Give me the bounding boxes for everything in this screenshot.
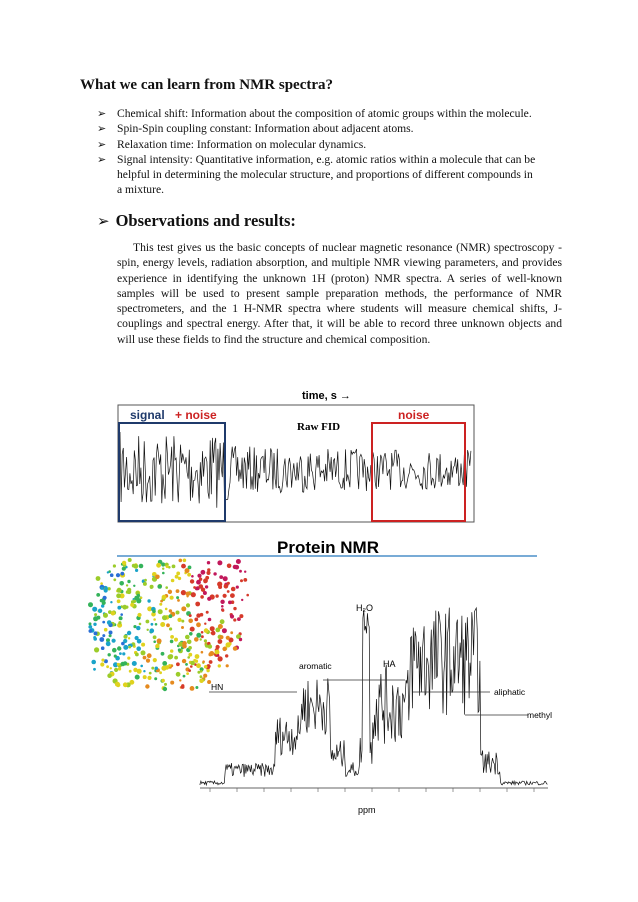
protein-nmr-title: Protein NMR <box>277 538 379 557</box>
methyl-label: methyl <box>527 710 553 720</box>
arrow-bullet-icon: ➢ <box>97 212 110 230</box>
bullet-item: ➢ Signal intensity: Quantitative information, e.g. atomic ratios within a molecule that can be helpful in determining the molecular structure, and proportions of different compounds in a mixture. <box>97 152 536 197</box>
observations-paragraph: This test gives us the basic concepts of nuclear magnetic resonance (NMR) spectroscopy - spin, energy levels, radiation absorption, and multiple NMR viewing parameters, and provides experience in identifying the unknown 1H (proton) NMR spectra. A series of well-known samples will be used to present sample preparation methods, the performance of NMR spectrometers, and the 1 H-NMR spectra where students will measure chemical shifts, J-couplings and spectral energy. After that, it will be able to record three unknown objects and will use these fields to find the structure and chemical composition. <box>117 241 562 346</box>
aromatic-label: aromatic <box>299 661 332 671</box>
arrow-bullet-icon: ➢ <box>97 137 107 151</box>
bullet-item: ➢ Relaxation time: Information on molecular dynamics. <box>97 137 367 151</box>
plus-noise-label: + noise <box>175 408 217 422</box>
section-heading: ➢ Observations and results: <box>97 211 296 230</box>
protein-molecule-image <box>88 558 249 691</box>
signal-label: signal <box>130 408 165 422</box>
hn-label: HN <box>211 682 224 692</box>
bullet-item: ➢ Spin-Spin coupling constant: Information about adjacent atoms. <box>97 122 414 136</box>
ppm-label: ppm <box>358 805 376 815</box>
arrow-bullet-icon: ➢ <box>97 107 107 120</box>
arrow-bullet-icon: ➢ <box>97 122 107 136</box>
page-heading: What we can learn from NMR spectra? <box>80 77 334 93</box>
h2o-label: H₂O <box>356 603 373 613</box>
ha-label: HA <box>383 659 396 669</box>
noise-label: noise <box>398 408 430 422</box>
aliphatic-label: aliphatic <box>494 687 526 697</box>
bullet-item: ➢ Chemical shift: Information about the composition of atomic groups within the molecule. <box>97 107 532 120</box>
time-axis-label: time, s → <box>302 390 351 402</box>
ppm-axis-ticks <box>210 788 534 792</box>
arrow-bullet-icon: ➢ <box>97 152 107 166</box>
raw-fid-label: Raw FID <box>297 421 341 433</box>
